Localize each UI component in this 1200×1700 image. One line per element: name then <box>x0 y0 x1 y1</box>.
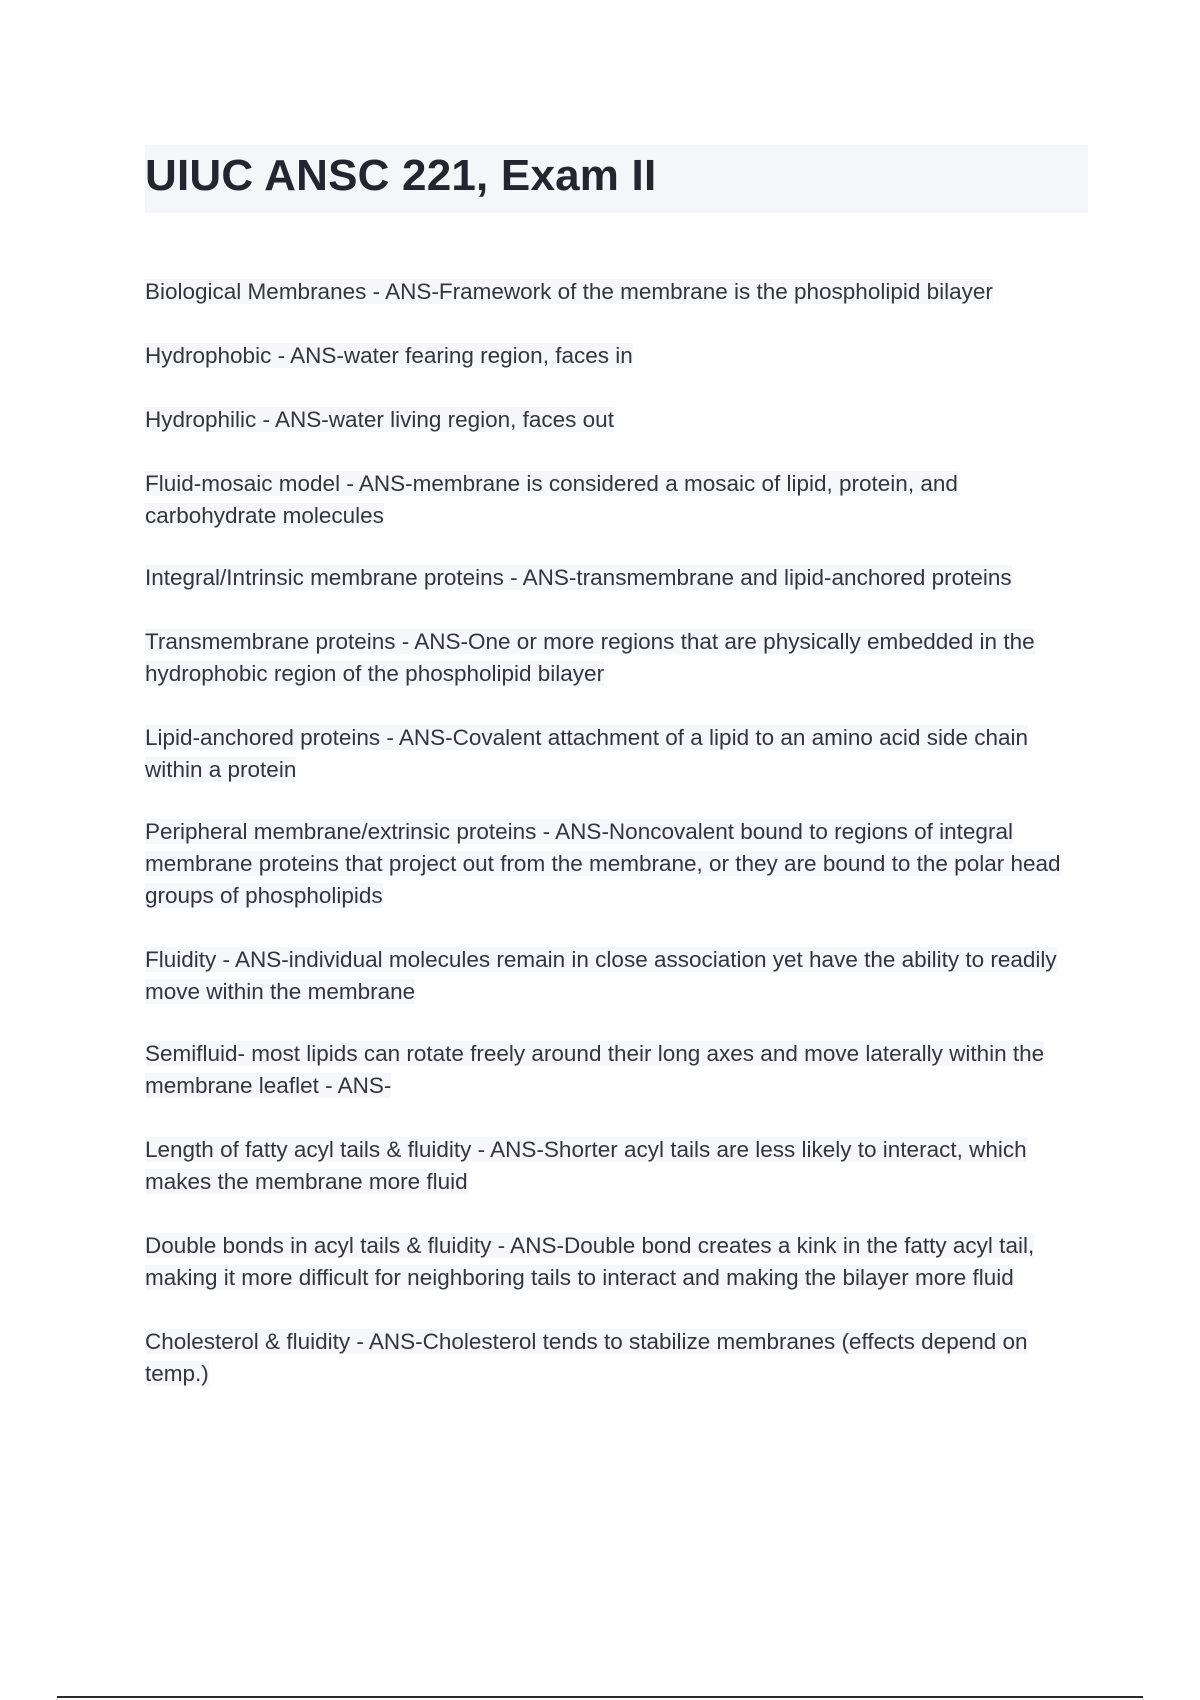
flashcard-text: Biological Membranes - ANS-Framework of the membrane is the phospholipid bilayer <box>145 279 993 304</box>
flashcard-text: Semifluid- most lipids can rotate freely around their long axes and move laterally within the membrane leaflet - ANS- <box>145 1041 1045 1098</box>
flashcard-text: Length of fatty acyl tails & fluidity - ANS-Shorter acyl tails are less likely to interact, which makes the membrane more fluid <box>145 1137 1027 1194</box>
flashcard-entry <box>145 1134 1090 1198</box>
flashcard-text: Fluid-mosaic model - ANS-membrane is considered a mosaic of lipid, protein, and carbohydrate molecules <box>145 471 958 528</box>
flashcard-entry <box>145 1326 1090 1390</box>
flashcard-text: Hydrophobic - ANS-water fearing region, faces in <box>145 343 633 368</box>
flashcard-entry <box>145 404 1090 436</box>
flashcard-text: Double bonds in acyl tails & fluidity - ANS-Double bond creates a kink in the fatty acyl tail, making it more difficult for neighboring tails to interact and making the bilayer more fluid <box>145 1233 1035 1290</box>
flashcard-entry <box>145 1038 1090 1102</box>
flashcard-list <box>145 276 1090 1390</box>
flashcard-text: Cholesterol & fluidity - ANS-Cholesterol tends to stabilize membranes (effects depend on temp.) <box>145 1329 1028 1386</box>
flashcard-entry <box>145 816 1090 912</box>
flashcard-entry <box>145 468 1090 532</box>
flashcard-text: Integral/Intrinsic membrane proteins - ANS-transmembrane and lipid-anchored proteins <box>145 565 1012 590</box>
flashcard-entry <box>145 944 1090 1008</box>
flashcard-entry <box>145 626 1090 690</box>
flashcard-text: Fluidity - ANS-individual molecules remain in close association yet have the ability to readily move within the membrane <box>145 947 1057 1004</box>
flashcard-entry <box>145 562 1090 594</box>
flashcard-text: Transmembrane proteins - ANS-One or more regions that are physically embedded in the hydrophobic region of the phospholipid bilayer <box>145 629 1035 686</box>
flashcard-entry <box>145 276 1090 308</box>
document-title: UIUC ANSC 221, Exam II <box>145 151 657 200</box>
flashcard-text: Hydrophilic - ANS-water living region, faces out <box>145 407 614 432</box>
flashcard-entry <box>145 1230 1090 1294</box>
flashcard-text: Lipid-anchored proteins - ANS-Covalent attachment of a lipid to an amino acid side chain within a protein <box>145 725 1029 782</box>
footer-rule <box>57 1696 1143 1698</box>
flashcard-text: Peripheral membrane/extrinsic proteins - ANS-Noncovalent bound to regions of integral membrane proteins that project out from the membrane, or they are bound to the polar head groups of phospholipids <box>145 819 1061 908</box>
flashcard-entry <box>145 722 1090 786</box>
flashcard-entry <box>145 340 1090 372</box>
